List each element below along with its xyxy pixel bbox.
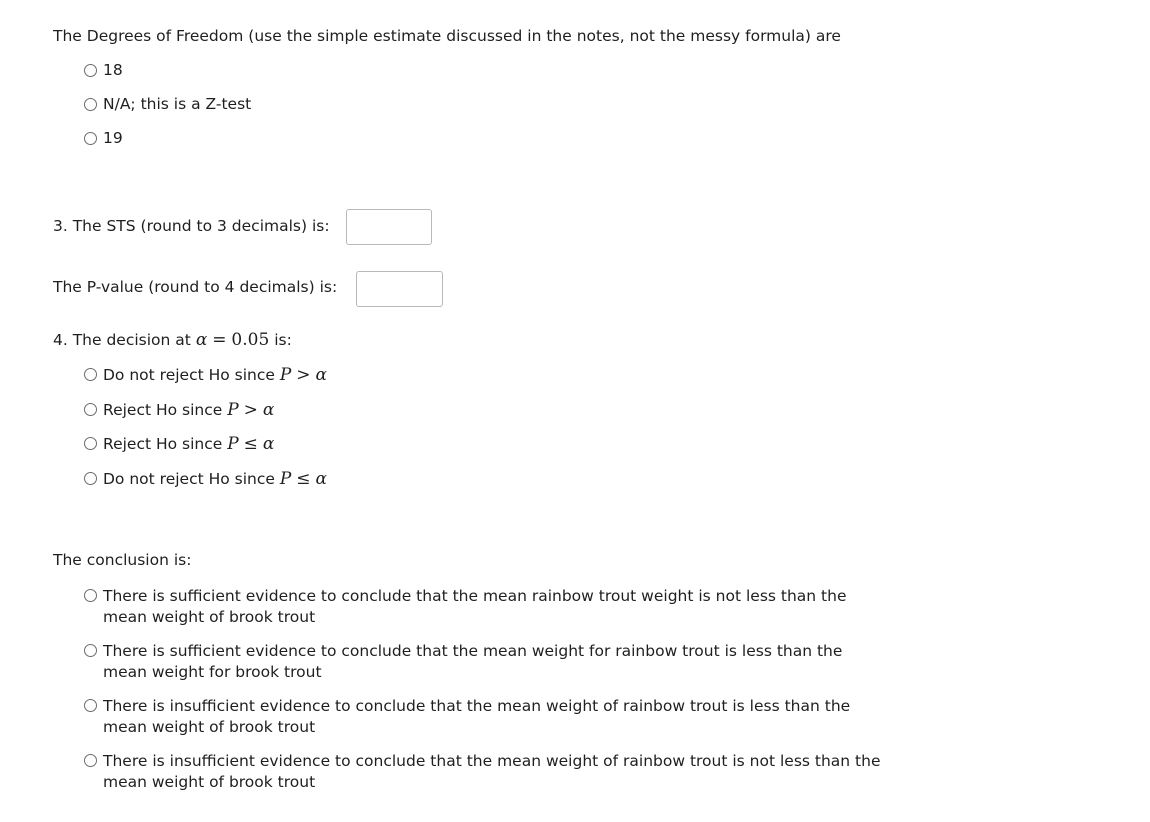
conclusion-question-prompt: The conclusion is: [53, 551, 192, 569]
conclusion-line-1: There is sufficient evidence to conclude that the mean weight for rainbow trout is less than the [103, 642, 843, 660]
radio-button[interactable] [84, 644, 97, 657]
radio-button[interactable] [84, 472, 97, 485]
df-option-na-z-test[interactable] [84, 95, 251, 113]
radio-button[interactable] [84, 98, 97, 111]
alpha-symbol: α [315, 469, 327, 489]
df-option-label: 18 [103, 61, 123, 79]
p-symbol: P [227, 434, 239, 454]
df-question-prompt: The Degrees of Freedom (use the simple estimate discussed in the notes, not the messy formula) are [53, 27, 841, 45]
conclusion-line-1: There is insufficient evidence to conclude that the mean weight of rainbow trout is less than the [103, 697, 851, 715]
df-option-label: 19 [103, 129, 123, 147]
decision-option-reject-p-less-equal[interactable] [84, 434, 274, 454]
decision-option-label [103, 434, 274, 454]
decision-prompt-suffix: is: [274, 331, 292, 349]
conclusion-option-4[interactable] [84, 751, 923, 793]
option-text: Do not reject Ho since [103, 470, 275, 488]
radio-button[interactable] [84, 64, 97, 77]
alpha-symbol: α [315, 365, 327, 385]
pvalue-question-label: The P-value (round to 4 decimals) is: [53, 278, 338, 296]
df-option-18[interactable] [84, 61, 123, 79]
comparison-operator: > [296, 365, 311, 385]
option-text: Reject Ho since [103, 401, 223, 419]
radio-button[interactable] [84, 132, 97, 145]
alpha-symbol: α [262, 434, 275, 454]
radio-button[interactable] [84, 754, 97, 767]
radio-button[interactable] [84, 699, 97, 712]
p-symbol: P [279, 469, 292, 489]
decision-option-not-reject-p-greater[interactable] [84, 365, 327, 385]
conclusion-option-1[interactable] [84, 586, 923, 628]
df-option-19[interactable] [84, 129, 123, 147]
equals-sign: = [212, 330, 227, 350]
conclusion-line-1: There is sufficient evidence to conclude that the mean rainbow trout weight is not less than the [103, 587, 847, 605]
conclusion-line-1: There is insufficient evidence to conclude that the mean weight of rainbow trout is not less than the [103, 752, 881, 770]
comparison-operator: > [243, 400, 258, 420]
conclusion-line-2: mean weight of brook trout [103, 608, 316, 626]
conclusion-line-2: mean weight for brook trout [103, 663, 322, 681]
radio-button[interactable] [84, 403, 97, 416]
p-symbol: P [227, 400, 239, 420]
conclusion-option-2[interactable] [84, 641, 923, 683]
df-option-label: N/A; this is a Z-test [103, 95, 252, 113]
radio-button[interactable] [84, 368, 97, 381]
option-text: Do not reject Ho since [103, 366, 275, 384]
pvalue-answer-input[interactable] [356, 271, 443, 307]
p-symbol: P [279, 365, 292, 385]
decision-prompt-prefix: 4. The decision at [53, 331, 191, 349]
decision-option-not-reject-p-less-equal[interactable] [84, 469, 327, 489]
sts-answer-input[interactable] [346, 209, 432, 245]
comparison-operator: ≤ [243, 434, 258, 454]
alpha-symbol: α [195, 330, 208, 350]
conclusion-option-label [103, 696, 923, 738]
alpha-symbol: α [262, 400, 275, 420]
decision-option-label [103, 400, 274, 420]
conclusion-option-label [103, 641, 923, 683]
conclusion-line-2: mean weight of brook trout [103, 773, 316, 791]
decision-question-prompt [53, 330, 292, 350]
conclusion-option-label [103, 751, 923, 793]
radio-button[interactable] [84, 437, 97, 450]
conclusion-option-label [103, 586, 923, 628]
conclusion-line-2: mean weight of brook trout [103, 718, 316, 736]
option-text: Reject Ho since [103, 435, 223, 453]
decision-option-label [103, 469, 327, 489]
radio-button[interactable] [84, 589, 97, 602]
sts-question-label: 3. The STS (round to 3 decimals) is: [53, 217, 330, 235]
conclusion-option-3[interactable] [84, 696, 923, 738]
alpha-value: 0.05 [231, 330, 270, 350]
decision-option-reject-p-greater[interactable] [84, 400, 274, 420]
decision-option-label [103, 365, 327, 385]
comparison-operator: ≤ [296, 469, 311, 489]
